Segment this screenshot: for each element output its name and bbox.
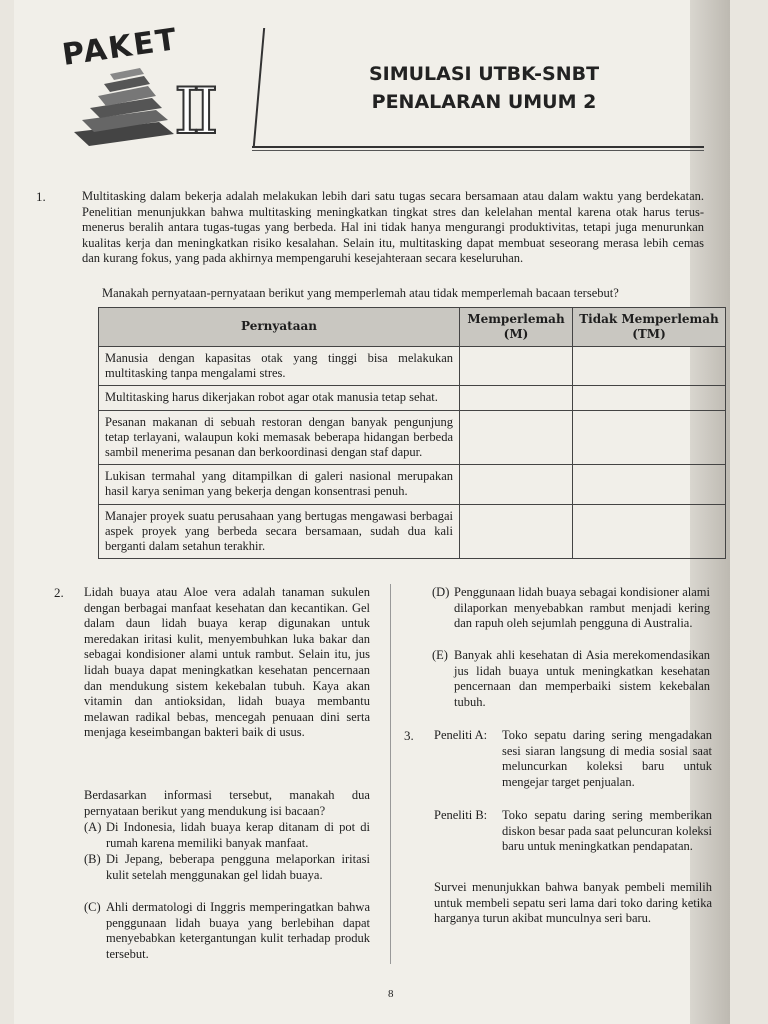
q1-number: 1. <box>36 189 46 204</box>
statement-cell: Lukisan termahal yang ditampilkan di galeri nasional merupakan hasil karya seniman yang bekerja dengan konsentrasi penuh. <box>99 465 460 504</box>
q1-prompt: Manakah pernyataan-pernyataan berikut yang memperlemah atau tidak memperlemah bacaan tersebut? <box>102 286 619 300</box>
table-row <box>99 410 726 465</box>
logo-roman: II <box>174 75 213 149</box>
option-letter: (D) <box>432 585 450 599</box>
table-row <box>99 347 726 386</box>
option-text: Banyak ahli kesehatan di Asia merekomendasikan jus lidah buaya untuk meningkatkan kesehatan pencernaan dan memperbaiki sistem kekebalan tubuh. <box>454 648 710 709</box>
answer-cell-weaken[interactable] <box>460 347 573 386</box>
table-row <box>99 504 726 559</box>
option-text: Ahli dermatologi di Inggris memperingatkan bahwa penggunaan lidah buaya yang berlebihan dapat menyebabkan ketergantungan kulit terhadap produk tersebut. <box>106 900 370 961</box>
answer-cell-not-weaken[interactable] <box>573 347 726 386</box>
col-header-not-weaken: Tidak Memperlemah (TM) <box>573 308 726 347</box>
table-row <box>99 386 726 410</box>
q3-number: 3. <box>404 728 414 743</box>
option-c[interactable] <box>84 900 370 964</box>
answer-cell-weaken[interactable] <box>460 504 573 559</box>
answer-cell-not-weaken[interactable] <box>573 465 726 504</box>
statement-cell: Multitasking harus dikerjakan robot agar otak manusia tetap sehat. <box>99 386 460 410</box>
answer-cell-not-weaken[interactable] <box>573 410 726 465</box>
q2-question: Berdasarkan informasi tersebut, manakah dua pernyataan berikut yang mendukung isi bacaan? <box>84 788 370 818</box>
option-letter: (B) <box>84 852 101 866</box>
answer-cell-weaken[interactable] <box>460 410 573 465</box>
table-row <box>99 465 726 504</box>
option-text: Di Indonesia, lidah buaya kerap ditanam di pot di rumah karena memiliki banyak manfaat. <box>106 820 370 850</box>
page-number: 8 <box>388 988 394 1000</box>
survey-text: Survei menunjukkan bahwa banyak pembeli memilih untuk membeli sepatu seri lama dari toko daring ketika harganya turun akibat munculnya seri baru. <box>434 880 712 926</box>
column-divider <box>390 584 391 964</box>
header-divider <box>253 28 265 146</box>
page-title <box>284 60 684 116</box>
col-header-statement: Pernyataan <box>99 308 460 347</box>
researcher-a-text: Toko sepatu daring sering mengadakan sesi siaran langsung di media sosial saat meluncurkan koleksi baru untuk mengejar target penjualan. <box>502 728 712 789</box>
answer-cell-not-weaken[interactable] <box>573 386 726 410</box>
researcher-b-text: Toko sepatu daring sering memberikan diskon besar pada saat peluncuran koleksi baru untuk meningkatkan pendapatan. <box>502 808 713 854</box>
col-header-weaken: Memperlemah (M) <box>460 308 573 347</box>
option-text: Penggunaan lidah buaya sebagai kondisioner alami dilaporkan menyebabkan rambut menjadi kering dan rapuh oleh sejumlah pengguna di Australia. <box>454 585 710 631</box>
option-d[interactable] <box>432 585 710 649</box>
option-letter: (A) <box>84 820 102 834</box>
researcher-a-label: Peneliti A: <box>434 728 488 742</box>
statement-cell: Manajer proyek suatu perusahaan yang bertugas mengawasi berbagai aspek proyek yang berbeda secara bersamaan, sudah dua kali berganti dalam setahun terakhir. <box>99 504 460 559</box>
answer-cell-weaken[interactable] <box>460 386 573 410</box>
q2-number: 2. <box>54 585 64 600</box>
option-text: Di Jepang, beberapa pengguna melaporkan iritasi kulit setelah menggunakan gel lidah buaya. <box>106 852 370 882</box>
logo-word: PAKET <box>60 22 181 73</box>
answer-cell-weaken[interactable] <box>460 465 573 504</box>
q1-passage: Multitasking dalam bekerja adalah melakukan lebih dari satu tugas secara bersamaan atau dalam waktu yang berdekatan. Penelitian menunjukkan bahwa multitasking meningkatkan tingkat stres dan kelelahan mental karena otak harus terus-menerus beralih antara tugas-tugas yang berbeda. Hal ini tidak hanya mengurangi produktivitas, tetapi juga menurunkan kualitas kerja dan meningkatkan risiko kesalahan. Selain itu, multitasking dapat membuat seseorang merasa lebih cemas dan kurang fokus, yang pada akhirnya mempengaruhi kesejahteraan secara keseluruhan. <box>82 189 704 266</box>
title-line-2: PENALARAN UMUM 2 <box>371 91 597 113</box>
header-rule <box>252 146 704 148</box>
answer-cell-not-weaken[interactable] <box>573 504 726 559</box>
statement-table <box>98 307 726 559</box>
option-letter: (C) <box>84 900 101 914</box>
title-line-1: SIMULASI UTBK-SNBT <box>368 63 600 85</box>
paket-logo <box>54 22 213 149</box>
option-letter: (E) <box>432 648 448 662</box>
option-e[interactable] <box>432 648 710 712</box>
header-rule-thin <box>252 150 704 151</box>
q2-passage: Lidah buaya atau Aloe vera adalah tanaman sukulen dengan berbagai manfaat kesehatan dan kecantikan. Gel dalam daun lidah buaya kerap digunakan untuk meredakan iritasi kulit, menyembuhkan luka bakar dan sebagai kondisioner alami untuk rambut. Selain itu, jus lidah buaya dapat meningkatkan kesehatan pencernaan dan mendukung sistem kekebalan tubuh. Kaya akan vitamin dan antioksidan, lidah buaya membantu melawan radikal bebas, mencegah penuaan dini serta menjaga keseimbangan bakteri baik di usus. <box>84 585 370 740</box>
statement-cell: Manusia dengan kapasitas otak yang tinggi bisa melakukan multitasking tanpa mengalami stres. <box>99 347 460 386</box>
book-stack-icon <box>64 62 174 152</box>
table-header-row <box>99 308 726 347</box>
researcher-b-label: Peneliti B: <box>434 808 488 822</box>
option-b[interactable] <box>84 852 370 900</box>
document-page <box>14 0 730 1024</box>
statement-cell: Pesanan makanan di sebuah restoran dengan banyak pengunjung tetap terlayani, walaupun koki memasak beberapa hidangan berbeda sambil menerima pesanan dan berkoordinasi dengan staf dapur. <box>99 410 460 465</box>
